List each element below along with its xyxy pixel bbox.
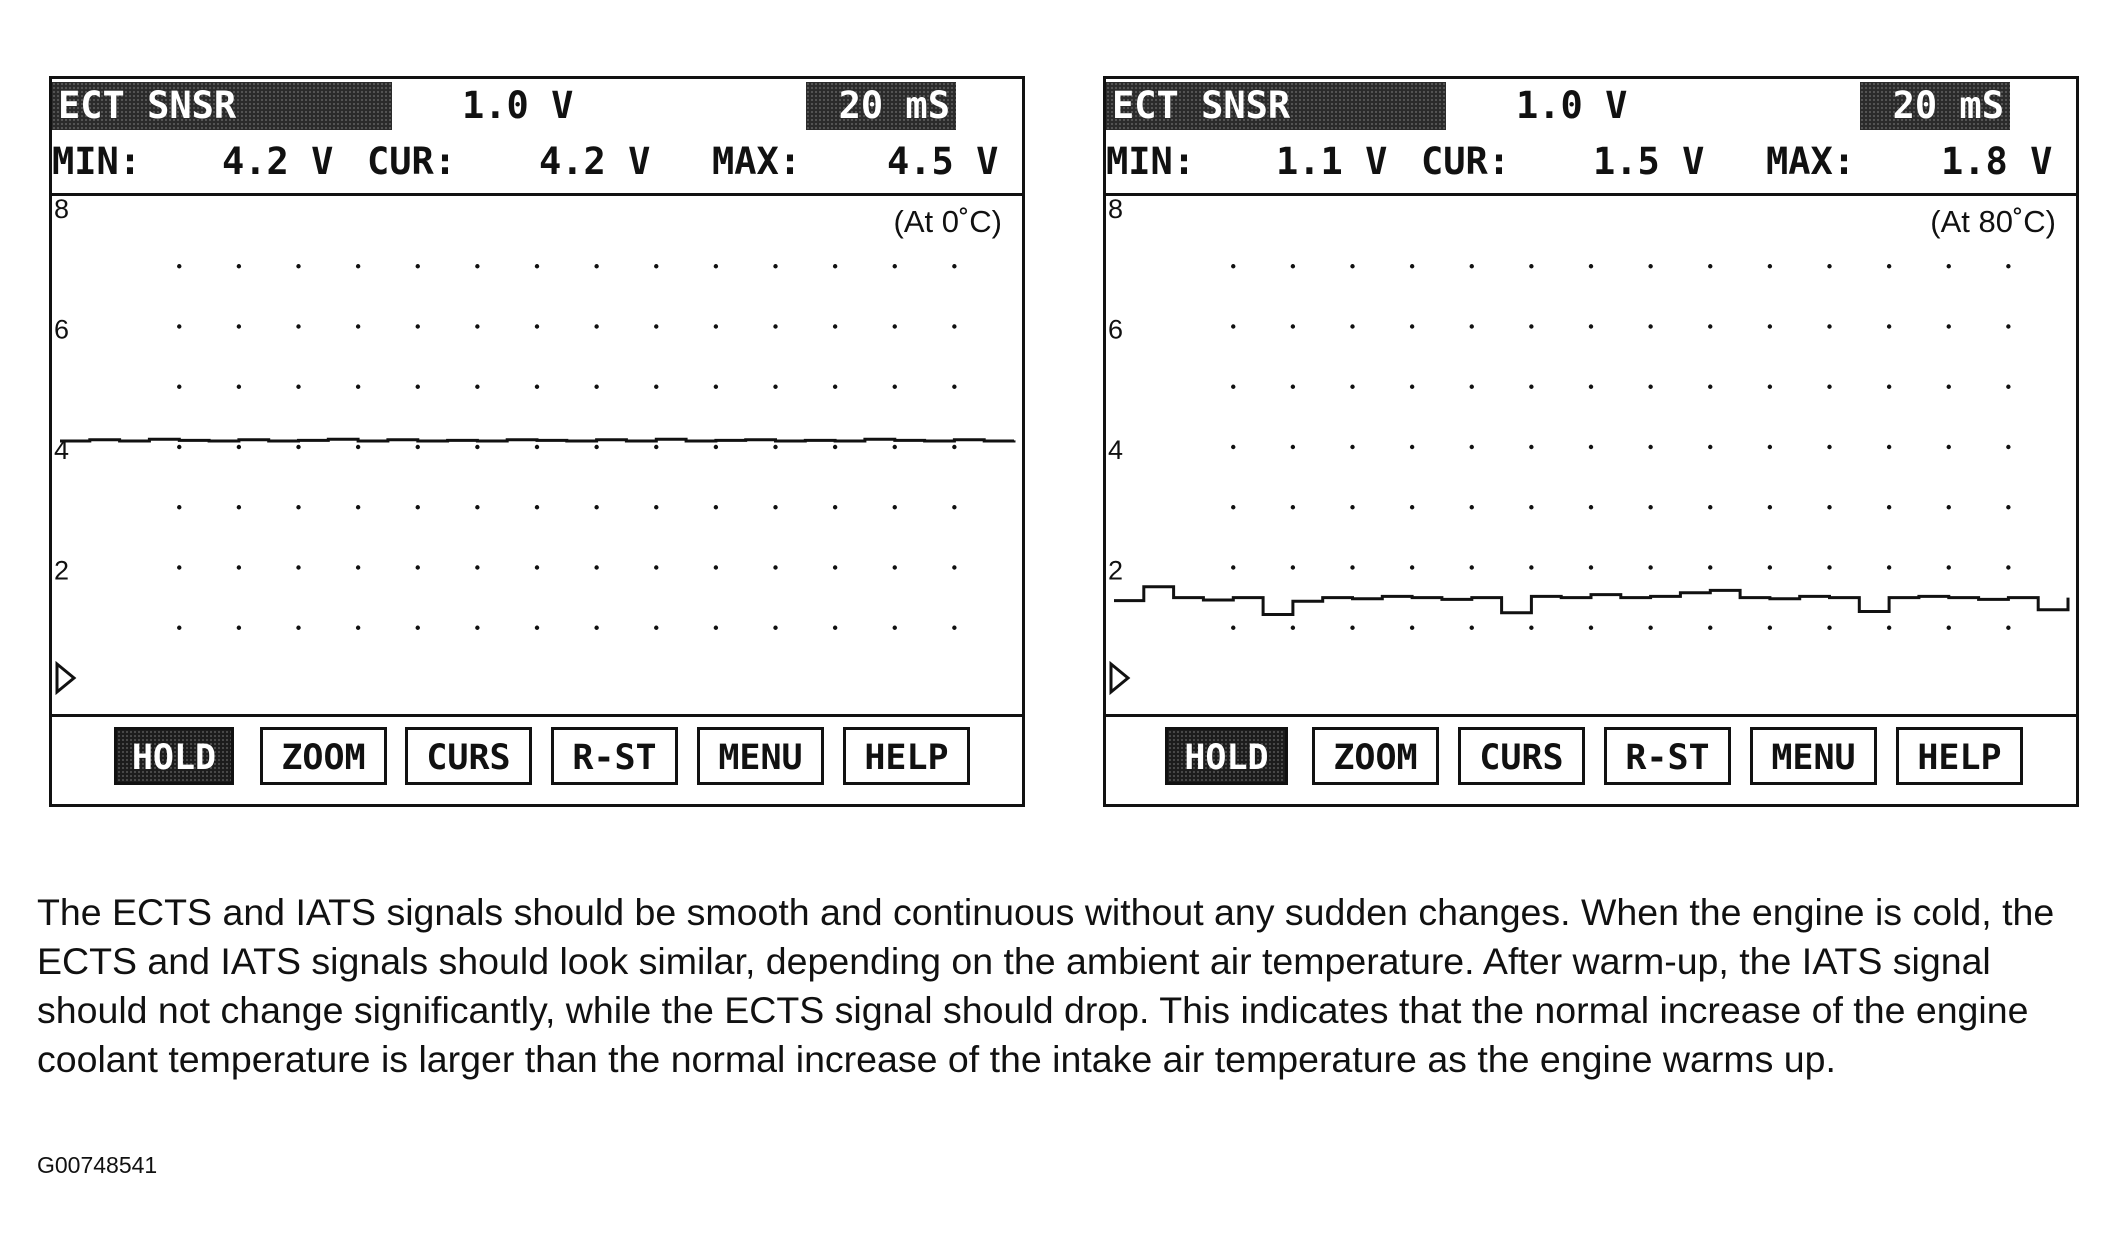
grid-dot [773, 626, 777, 630]
grid-dot [1589, 505, 1593, 509]
grid-dot [237, 505, 241, 509]
grid-dot [237, 445, 241, 449]
grid-dot [356, 385, 360, 389]
grid-dot [237, 565, 241, 569]
grid-dot [1947, 264, 1951, 268]
curs-button[interactable]: CURS [405, 727, 532, 785]
grid-dot [1231, 385, 1235, 389]
temperature-note: (At 0˚C) [893, 204, 1002, 239]
grid-dot [714, 264, 718, 268]
grid-dot [1231, 445, 1235, 449]
scope-screen-cold [49, 76, 1025, 807]
grid-dot [1529, 445, 1533, 449]
grid-dot [714, 505, 718, 509]
reset-button[interactable]: R-ST [1604, 727, 1731, 785]
y-tick-label: 4 [1108, 435, 1124, 465]
softkey-bar [1106, 717, 2076, 804]
scope-stats [1106, 135, 2076, 189]
waveform-svg [1106, 196, 2076, 714]
grid-dot [1470, 264, 1474, 268]
grid-dot [2006, 505, 2010, 509]
grid-dot [1410, 445, 1414, 449]
grid-dot [773, 565, 777, 569]
grid-dot [1410, 385, 1414, 389]
grid-dot [1589, 264, 1593, 268]
grid-dot [1470, 385, 1474, 389]
volts-per-div[interactable]: 1.0 V [1516, 84, 1628, 127]
grid-dot [416, 565, 420, 569]
grid-dot [416, 385, 420, 389]
grid-dot [1350, 565, 1354, 569]
scope-header [1106, 79, 2076, 133]
grid-dot [833, 445, 837, 449]
grid-dot [1529, 505, 1533, 509]
reset-button[interactable]: R-ST [551, 727, 678, 785]
grid-dots [1231, 264, 2011, 630]
grid-dot [594, 264, 598, 268]
grid-dot [714, 445, 718, 449]
grid-dot [833, 565, 837, 569]
ground-marker-icon [57, 664, 74, 692]
grid-dot [296, 324, 300, 328]
grid-dot [594, 385, 598, 389]
grid-dot [952, 264, 956, 268]
grid-dot [714, 565, 718, 569]
grid-dot [535, 385, 539, 389]
grid-dot [1231, 264, 1235, 268]
grid-dot [475, 565, 479, 569]
grid-dot [833, 505, 837, 509]
grid-dot [654, 385, 658, 389]
grid-dot [1708, 626, 1712, 630]
grid-dot [893, 626, 897, 630]
grid-dot [1708, 445, 1712, 449]
grid-dot [1768, 324, 1772, 328]
grid-dot [475, 445, 479, 449]
grid-dot [654, 505, 658, 509]
min-label: MIN: [1106, 140, 1196, 183]
grid-dot [952, 505, 956, 509]
grid-dot [475, 505, 479, 509]
grid-dot [1768, 626, 1772, 630]
y-tick-label: 4 [54, 435, 70, 465]
grid-dot [296, 264, 300, 268]
cur-value: 4.2 V [539, 140, 651, 183]
grid-dot [1768, 565, 1772, 569]
grid-dot [1529, 324, 1533, 328]
y-tick-label: 8 [54, 196, 70, 224]
grid-dot [952, 385, 956, 389]
grid-dot [1768, 264, 1772, 268]
grid-dot [237, 324, 241, 328]
grid-dot [773, 505, 777, 509]
grid-dot [356, 324, 360, 328]
grid-dot [1410, 324, 1414, 328]
grid-dot [1470, 626, 1474, 630]
grid-dot [2006, 385, 2010, 389]
grid-dot [1231, 626, 1235, 630]
grid-dot [177, 324, 181, 328]
grid-dot [296, 626, 300, 630]
max-label: MAX: [1766, 140, 1856, 183]
grid-dot [416, 264, 420, 268]
grid-dot [893, 324, 897, 328]
waveform-plot [1106, 193, 2076, 717]
cur-label: CUR: [367, 140, 457, 183]
channel-label[interactable]: ECT SNSR [52, 82, 392, 130]
grid-dot [773, 385, 777, 389]
y-tick-label: 2 [54, 555, 70, 586]
grid-dot [177, 385, 181, 389]
grid-dot [1648, 264, 1652, 268]
grid-dot [475, 264, 479, 268]
grid-dot [594, 324, 598, 328]
y-tick-label: 2 [1108, 555, 1124, 586]
grid-dot [1231, 565, 1235, 569]
grid-dot [952, 565, 956, 569]
grid-dot [1648, 565, 1652, 569]
grid-dot [416, 324, 420, 328]
ground-marker-icon [1111, 664, 1128, 692]
grid-dot [1947, 505, 1951, 509]
cur-label: CUR: [1421, 140, 1511, 183]
grid-dot [1887, 565, 1891, 569]
menu-button[interactable]: MENU [697, 727, 824, 785]
grid-dot [356, 264, 360, 268]
grid-dot [1827, 626, 1831, 630]
grid-dot [1827, 445, 1831, 449]
grid-dot [177, 505, 181, 509]
grid-dot [654, 626, 658, 630]
grid-dot [1410, 626, 1414, 630]
grid-dot [1827, 264, 1831, 268]
grid-dot [1410, 505, 1414, 509]
grid-dot [2006, 445, 2010, 449]
grid-dot [2006, 264, 2010, 268]
max-value: 1.8 V [1941, 140, 2053, 183]
grid-dot [714, 626, 718, 630]
y-tick-label: 8 [1108, 196, 1124, 224]
grid-dot [1291, 385, 1295, 389]
grid-dot [714, 385, 718, 389]
waveform-svg [52, 196, 1022, 714]
grid-dot [177, 626, 181, 630]
grid-dot [177, 445, 181, 449]
scope-header [52, 79, 1022, 133]
grid-dot [893, 264, 897, 268]
grid-dot [1887, 445, 1891, 449]
grid-dot [1231, 324, 1235, 328]
grid-dot [833, 385, 837, 389]
grid-dot [2006, 324, 2010, 328]
scope-screen-warm [1103, 76, 2079, 807]
grid-dot [296, 445, 300, 449]
scope-stats [52, 135, 1022, 189]
grid-dot [1827, 565, 1831, 569]
grid-dot [1291, 445, 1295, 449]
grid-dot [356, 626, 360, 630]
grid-dot [893, 565, 897, 569]
grid-dot [893, 505, 897, 509]
grid-dot [893, 445, 897, 449]
help-button[interactable]: HELP [843, 727, 970, 785]
grid-dot [1708, 565, 1712, 569]
max-label: MAX: [712, 140, 802, 183]
curs-button[interactable]: CURS [1458, 727, 1585, 785]
grid-dot [893, 385, 897, 389]
grid-dot [773, 445, 777, 449]
grid-dot [1768, 385, 1772, 389]
grid-dot [1470, 505, 1474, 509]
grid-dot [1947, 445, 1951, 449]
min-value: 4.2 V [222, 140, 334, 183]
grid-dot [237, 385, 241, 389]
grid-dot [1410, 565, 1414, 569]
y-tick-label: 6 [54, 314, 70, 345]
grid-dot [1291, 565, 1295, 569]
grid-dot [177, 264, 181, 268]
grid-dot [177, 565, 181, 569]
grid-dot [475, 324, 479, 328]
grid-dot [833, 264, 837, 268]
grid-dot [1708, 324, 1712, 328]
grid-dot [1947, 324, 1951, 328]
grid-dot [1887, 324, 1891, 328]
signal-trace [60, 439, 1014, 441]
grid-dot [1291, 264, 1295, 268]
grid-dot [1648, 626, 1652, 630]
grid-dot [833, 324, 837, 328]
grid-dot [1470, 445, 1474, 449]
time-per-div[interactable]: 20 mS [806, 82, 956, 130]
grid-dot [1827, 385, 1831, 389]
min-value: 1.1 V [1276, 140, 1388, 183]
grid-dot [654, 324, 658, 328]
grid-dot [1768, 505, 1772, 509]
waveform-plot [52, 193, 1022, 717]
max-value: 4.5 V [887, 140, 999, 183]
grid-dot [1768, 445, 1772, 449]
grid-dot [1887, 505, 1891, 509]
grid-dot [1350, 626, 1354, 630]
grid-dot [1648, 445, 1652, 449]
time-per-div[interactable]: 20 mS [1860, 82, 2010, 130]
grid-dot [1947, 626, 1951, 630]
grid-dot [594, 626, 598, 630]
softkey-bar [52, 717, 1022, 804]
grid-dot [1648, 505, 1652, 509]
grid-dot [296, 565, 300, 569]
temperature-note: (At 80˚C) [1930, 204, 2056, 239]
grid-dot [356, 565, 360, 569]
volts-per-div[interactable]: 1.0 V [462, 84, 574, 127]
grid-dot [1291, 626, 1295, 630]
hold-button[interactable]: HOLD [114, 727, 234, 785]
grid-dot [1648, 324, 1652, 328]
grid-dot [1708, 505, 1712, 509]
grid-dot [1827, 324, 1831, 328]
grid-dot [2006, 565, 2010, 569]
grid-dot [654, 445, 658, 449]
grid-dots [177, 264, 957, 630]
grid-dot [1529, 264, 1533, 268]
grid-dot [237, 626, 241, 630]
grid-dot [1529, 385, 1533, 389]
grid-dot [1589, 324, 1593, 328]
grid-dot [1350, 385, 1354, 389]
zoom-button[interactable]: ZOOM [260, 727, 387, 785]
hold-button[interactable]: HOLD [1165, 727, 1288, 785]
grid-dot [237, 264, 241, 268]
grid-dot [773, 324, 777, 328]
cur-value: 1.5 V [1593, 140, 1705, 183]
signal-trace [1114, 587, 2068, 615]
grid-dot [535, 445, 539, 449]
grid-dot [773, 264, 777, 268]
grid-dot [1827, 505, 1831, 509]
figure-caption: The ECTS and IATS signals should be smooth and continuous without any sudden changes. When the engine is cold, the ECTS and IATS signals should look similar, depending on the ambient air temperature. After warm-up, the IATS signal should not change significantly, while the ECTS signal should drop. This indicates that the normal increase of the engine coolant temperature is larger than the normal increase of the intake air temperature as the engine warms up. [37, 891, 2055, 1080]
min-label: MIN: [52, 140, 142, 183]
grid-dot [714, 324, 718, 328]
grid-dot [594, 565, 598, 569]
grid-dot [833, 626, 837, 630]
grid-dot [654, 264, 658, 268]
grid-dot [535, 505, 539, 509]
grid-dot [1350, 324, 1354, 328]
grid-dot [1589, 626, 1593, 630]
grid-dot [1529, 626, 1533, 630]
menu-button[interactable]: MENU [1750, 727, 1877, 785]
grid-dot [594, 445, 598, 449]
grid-dot [1947, 565, 1951, 569]
grid-dot [1708, 385, 1712, 389]
grid-dot [416, 505, 420, 509]
grid-dot [952, 626, 956, 630]
grid-dot [535, 626, 539, 630]
zoom-button[interactable]: ZOOM [1312, 727, 1439, 785]
grid-dot [475, 385, 479, 389]
grid-dot [356, 505, 360, 509]
grid-dot [1529, 565, 1533, 569]
figure-id: G00748541 [37, 1152, 158, 1178]
grid-dot [1589, 445, 1593, 449]
grid-dot [1589, 385, 1593, 389]
grid-dot [1470, 324, 1474, 328]
grid-dot [1947, 385, 1951, 389]
grid-dot [535, 324, 539, 328]
grid-dot [654, 565, 658, 569]
grid-dot [1887, 385, 1891, 389]
grid-dot [416, 626, 420, 630]
grid-dot [356, 445, 360, 449]
help-button[interactable]: HELP [1896, 727, 2023, 785]
grid-dot [1410, 264, 1414, 268]
grid-dot [535, 565, 539, 569]
grid-dot [594, 505, 598, 509]
y-tick-label: 6 [1108, 314, 1124, 345]
grid-dot [1708, 264, 1712, 268]
grid-dot [1291, 324, 1295, 328]
grid-dot [1470, 565, 1474, 569]
grid-dot [952, 445, 956, 449]
grid-dot [1350, 264, 1354, 268]
grid-dot [296, 385, 300, 389]
grid-dot [1350, 505, 1354, 509]
grid-dot [416, 445, 420, 449]
grid-dot [475, 626, 479, 630]
grid-dot [2006, 626, 2010, 630]
grid-dot [1589, 565, 1593, 569]
channel-label[interactable]: ECT SNSR [1106, 82, 1446, 130]
grid-dot [1887, 264, 1891, 268]
grid-dot [296, 505, 300, 509]
grid-dot [1350, 445, 1354, 449]
grid-dot [1231, 505, 1235, 509]
grid-dot [1291, 505, 1295, 509]
grid-dot [952, 324, 956, 328]
grid-dot [1648, 385, 1652, 389]
grid-dot [535, 264, 539, 268]
grid-dot [1887, 626, 1891, 630]
